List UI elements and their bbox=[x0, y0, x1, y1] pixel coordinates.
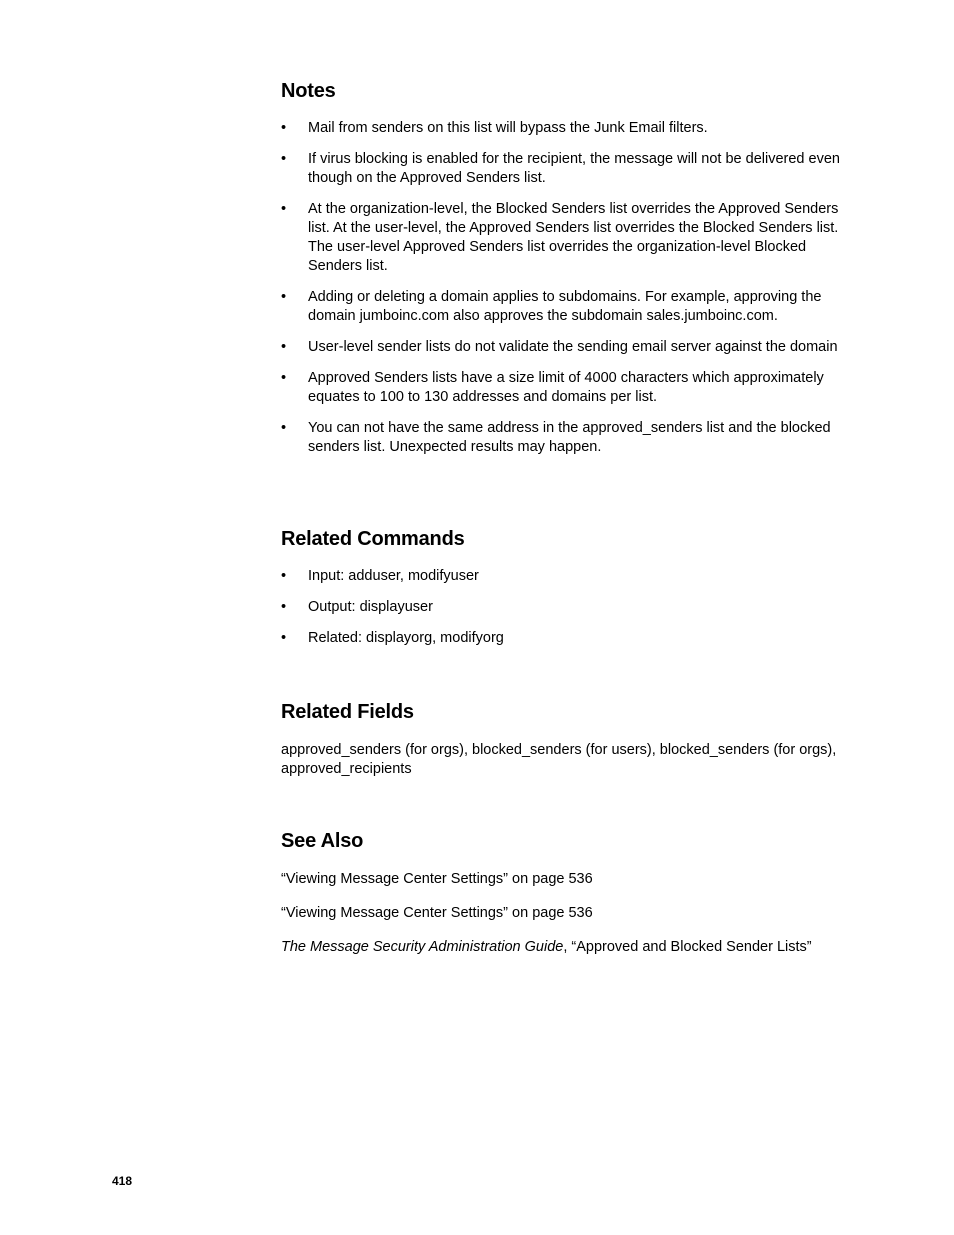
related-fields-text: approved_senders (for orgs), blocked_senders (for users), blocked_senders (for orgs), approved_recipients bbox=[281, 742, 837, 777]
see-also-section bbox=[281, 829, 846, 972]
list-item: • User-level sender lists do not validate the sending email server against the domain bbox=[281, 339, 838, 355]
guide-section: , “Approved and Blocked Sender Lists” bbox=[563, 939, 812, 955]
notes-list bbox=[281, 119, 846, 457]
list-item: • Approved Senders lists have a size limit of 4000 characters which approximately equates to 100 to 130 addresses and domains per list. bbox=[281, 370, 824, 405]
bullet-icon: • bbox=[281, 339, 287, 355]
page-number: 418 bbox=[112, 1174, 133, 1188]
list-item: • Input: adduser, modifyuser bbox=[281, 568, 479, 584]
bullet-icon: • bbox=[281, 120, 287, 136]
see-also-guide-reference bbox=[281, 938, 846, 957]
bullet-icon: • bbox=[281, 630, 287, 646]
see-also-link[interactable]: “Viewing Message Center Settings” on page 536 bbox=[281, 871, 593, 887]
guide-title: The Message Security Administration Guide bbox=[281, 939, 564, 955]
list-item: • If virus blocking is enabled for the recipient, the message will not be delivered even though on the Approved Senders list. bbox=[281, 151, 840, 186]
related-commands-heading: Related Commands bbox=[281, 528, 465, 550]
bullet-icon: • bbox=[281, 151, 287, 167]
related-fields-heading: Related Fields bbox=[281, 701, 414, 723]
related-commands-section bbox=[281, 527, 846, 660]
bullet-icon: • bbox=[281, 599, 287, 615]
related-fields-section bbox=[281, 700, 846, 794]
list-item: • You can not have the same address in the approved_senders list and the blocked senders list. Unexpected results may happen. bbox=[281, 420, 831, 455]
bullet-icon: • bbox=[281, 201, 287, 217]
list-item: • Related: displayorg, modifyorg bbox=[281, 630, 504, 646]
see-also-link[interactable]: “Viewing Message Center Settings” on page 536 bbox=[281, 905, 593, 921]
list-item: • At the organization-level, the Blocked Senders list overrides the Approved Senders list. At the user-level, the Approved Senders list overrides the Blocked Senders list. The user-level Approved Senders list overrides the organization-level Blocked Senders list. bbox=[281, 201, 839, 274]
list-item: • Output: displayuser bbox=[281, 599, 433, 615]
related-commands-list bbox=[281, 567, 846, 648]
see-also-heading: See Also bbox=[281, 830, 364, 852]
notes-heading: Notes bbox=[281, 80, 336, 102]
bullet-icon: • bbox=[281, 289, 287, 305]
list-item: • Mail from senders on this list will bypass the Junk Email filters. bbox=[281, 120, 708, 136]
notes-section bbox=[281, 79, 846, 469]
list-item: • Adding or deleting a domain applies to subdomains. For example, approving the domain jumboinc.com also approves the subdomain sales.jumboinc.com. bbox=[281, 289, 822, 324]
bullet-icon: • bbox=[281, 420, 287, 436]
bullet-icon: • bbox=[281, 568, 287, 584]
bullet-icon: • bbox=[281, 370, 287, 386]
